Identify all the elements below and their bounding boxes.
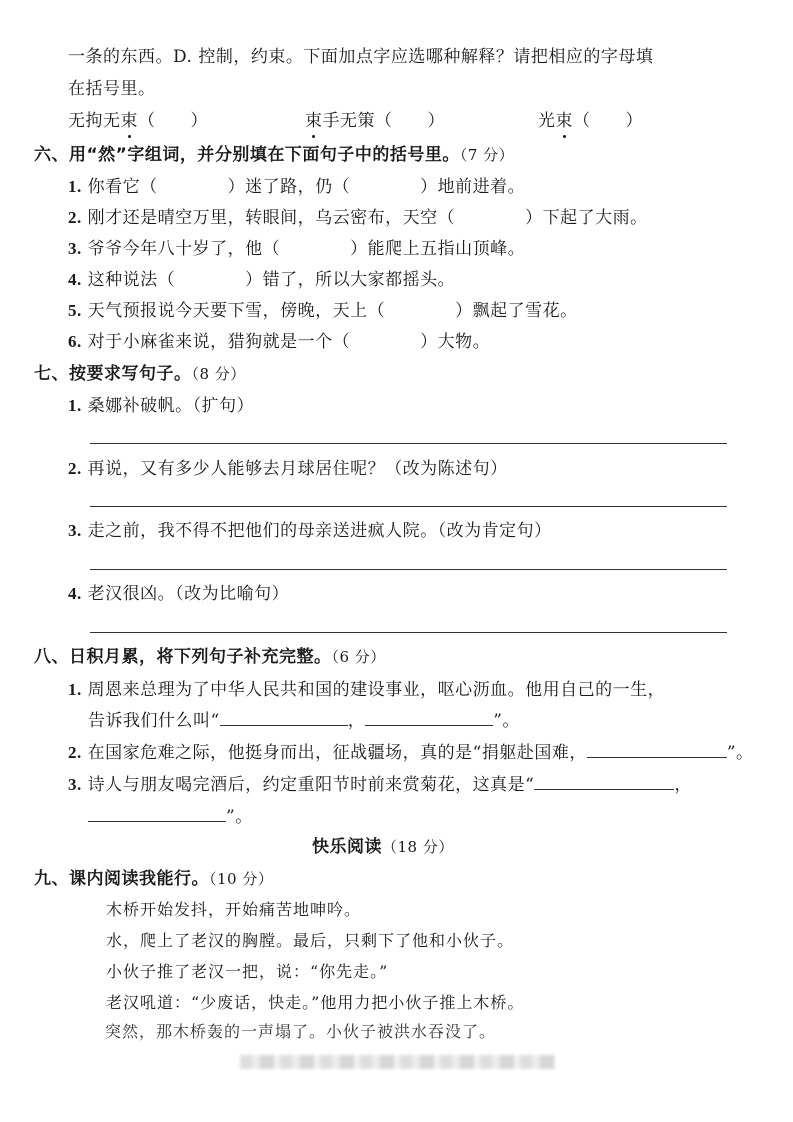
blurred-watermark [240,1055,555,1069]
s6-item-3: 3. 爷爷今年八十岁了，他（ ）能爬上五指山顶峰。 [68,239,526,259]
dotted-word-2: 束手无策（ ） [305,106,445,131]
answer-line-1[interactable] [90,443,727,444]
answer-line-3[interactable] [90,569,727,570]
s6-item-1: 1. 你看它（ ）迷了路，仍（ ）地前进着。 [68,177,526,197]
s8-item-3-line-b: ”。 [88,802,253,827]
fill-blank[interactable] [365,709,493,726]
section-7-title: 七、按要求写句子。（8 分） [34,364,246,384]
s8-item-3: 3. 诗人与朋友喝完酒后，约定重阳节时前来赏菊花，这真是“ ， [68,775,692,795]
s8-item-1-line-b: 告诉我们什么叫“ ， ”。 [88,711,520,731]
intro-line-2: 在括号里。 [68,79,156,99]
s7-item-4: 4. 老汉很凶。（改为比喻句） [68,584,290,604]
dotted-word-1: 无拘无束（ ） [68,106,208,131]
s6-item-4: 4. 这种说法（ ）错了，所以大家都摇头。 [68,270,456,290]
answer-line-2[interactable] [90,506,727,507]
fill-blank[interactable] [534,773,674,790]
fill-blank[interactable] [587,741,727,758]
passage-line-cutoff: 突然，那木桥轰的一声塌了。小伙子被洪水吞没了。 [105,1022,497,1041]
passage-line-4: 老汉吼道：“少废话，快走。”他用力把小伙子推上木桥。 [106,993,525,1012]
fill-blank[interactable] [220,709,348,726]
s8-item-1-line-a: 1. 周恩来总理为了中华人民共和国的建设事业，呕心沥血。他用自己的一生， [68,680,666,700]
s7-item-2: 2. 再说，又有多少人能够去月球居住呢？（改为陈述句） [68,459,508,479]
s6-item-5: 5. 天气预报说今天要下雪，傍晚，天上（ ）飘起了雪花。 [68,301,578,321]
reading-section-title: 快乐阅读（18 分） [312,837,454,857]
passage-line-3: 小伙子推了老汉一把，说：“你先走。” [106,962,389,981]
s7-item-1: 1. 桑娜补破帆。（扩句） [68,396,255,416]
section-9-title: 九、课内阅读我能行。（10 分） [34,869,274,889]
dotted-word-3: 光束（ ） [538,106,643,131]
answer-line-4[interactable] [90,632,727,633]
section-6-title: 六、用“然”字组词，并分别填在下面句子中的括号里。（7 分） [34,145,515,165]
fill-blank[interactable] [88,805,226,822]
section-8-title: 八、日积月累，将下列句子补充完整。（6 分） [34,647,386,667]
passage-line-1: 木桥开始发抖，开始痛苦地呻吟。 [106,900,362,919]
s8-item-2: 2. 在国家危难之际，他挺身而出，征战疆场，真的是“捐躯赴国难， ”。 [68,743,754,763]
s6-item-6: 6. 对于小麻雀来说，猎狗就是一个（ ）大物。 [68,332,491,352]
intro-line-1: 一条的东西。D. 控制，约束。下面加点字应选哪种解释？请把相应的字母填 [68,47,654,67]
passage-line-2: 水，爬上了老汉的胸膛。最后，只剩下了他和小伙子。 [106,931,515,950]
s7-item-3: 3. 走之前，我不得不把他们的母亲送进疯人院。（改为肯定句） [68,521,552,541]
s6-item-2: 2. 刚才还是晴空万里，转眼间，乌云密布，天空（ ）下起了大雨。 [68,208,648,228]
